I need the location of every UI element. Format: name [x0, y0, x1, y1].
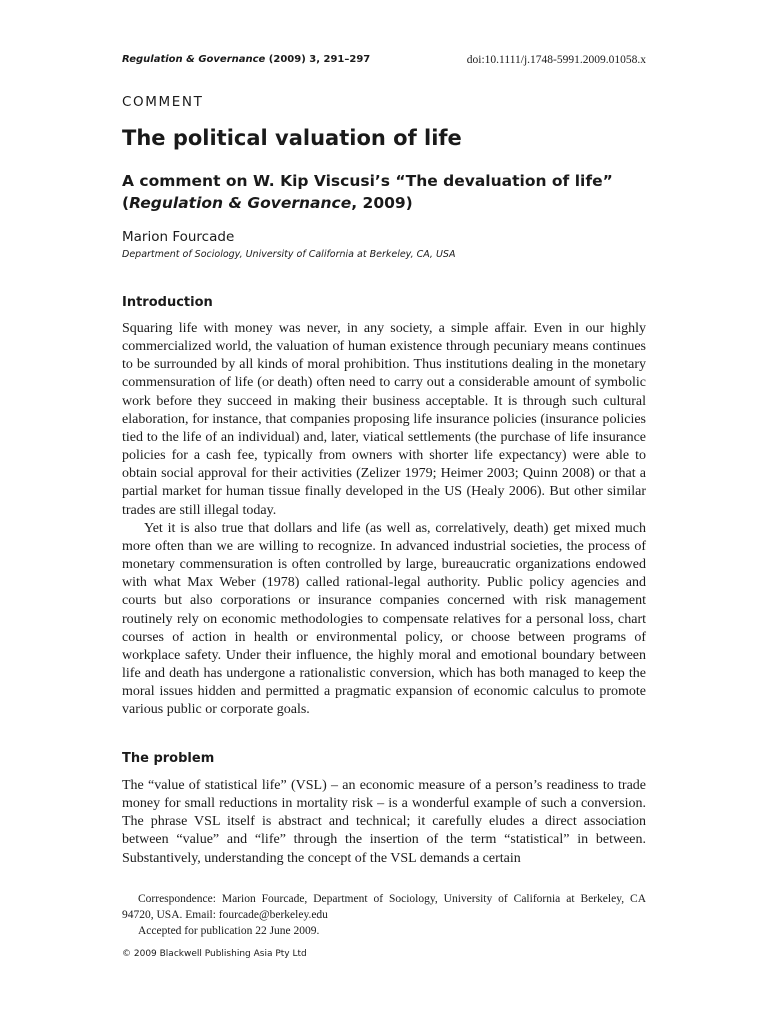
accepted-date: Accepted for publication 22 June 2009.	[138, 925, 320, 937]
introduction-paragraph-1: Squaring life with money was never, in any society, a simple affair. Even in our highly commercialized world, the valuation of human existence through pecuniary means continues to be surrounded by all kinds of moral prohibition. Thus institutions dealing in the monetary commensuration of life (or death) often need to carry out a considerable amount of symbolic work before they succeed in making their business acceptable. It is through such cultural elaboration, for instance, that companies proposing life insurance policies (insurance policies tied to the life of an individual) and, later, viatical settlements (the purchase of life insurance policies for a cash fee, typically from owners with shorter life expectancy) were able to obtain social approval for their activities (Zelizer 1979; Heimer 2003; Quinn 2008) or that a partial market for human tissue finally developed in the US (Healy 2006). But other similar trades are still illegal today.	[122, 321, 646, 518]
introduction-paragraph-2: Yet it is also true that dollars and life (as well as, correlatively, death) get mixed much more often than we are willing to recognize. In advanced industrial societies, the process of monetary commensuration is often controlled by large, bureaucratic organizations endowed with what Max Weber (1978) called rational-legal authority. Public policy agencies and courts but also corporations or insurance companies concerned with risk management routinely rely on economic methodologies to compensate relatives for a personal loss, chart courses of action in health or environmental policy, or choose between programs of workplace safety. Under their influence, the highly moral and emotional boundary between life and death has undergone a rationalistic conversion, which has both managed to keep the moral issues hidden and permitted a pragmatic expansion of economic calculus to promote various public or corporate goals.	[122, 520, 646, 718]
heading-introduction: Introduction	[122, 295, 213, 310]
correspondence-text: Correspondence: Marion Fourcade, Department of Sociology, University of California at Berkeley, CA 94720, USA. Email: fourcade@berkeley.edu	[122, 893, 646, 921]
author-name: Marion Fourcade	[122, 229, 235, 245]
subtitle-line1: A comment on W. Kip Viscusi’s “The devaluation of life”	[122, 172, 613, 190]
subtitle-close: , 2009)	[351, 194, 413, 212]
doi: doi:10.1111/j.1748-5991.2009.01058.x	[466, 54, 646, 66]
journal-name: Regulation & Governance	[122, 54, 266, 65]
running-head	[122, 54, 646, 70]
problem-paragraph-1: The “value of statistical life” (VSL) – an economic measure of a person’s readiness to trade money for small reductions in mortality risk – is a wonderful example of such a conversion. The phrase VSL itself is abstract and technical; it carefully eludes a direct association between “value” and “life” through the insertion of the term “statistical” in between. Substantively, understanding the concept of the VSL demands a certain	[122, 778, 646, 866]
copyright-notice: © 2009 Blackwell Publishing Asia Pty Ltd	[122, 949, 307, 959]
introduction-body	[122, 320, 646, 719]
article-subtitle	[122, 170, 662, 214]
author-affiliation: Department of Sociology, University of California at Berkeley, CA, USA	[122, 249, 456, 260]
heading-the-problem: The problem	[122, 751, 215, 766]
journal-citation	[122, 54, 370, 65]
correspondence-footnote	[122, 891, 646, 939]
problem-body	[122, 777, 646, 868]
subtitle-journal: Regulation & Governance	[129, 194, 352, 212]
subtitle-open: (	[122, 194, 130, 212]
journal-volume-pages: (2009) 3, 291–297	[265, 54, 371, 65]
section-label: COMMENT	[122, 94, 204, 110]
article-title: The political valuation of life	[122, 126, 462, 150]
